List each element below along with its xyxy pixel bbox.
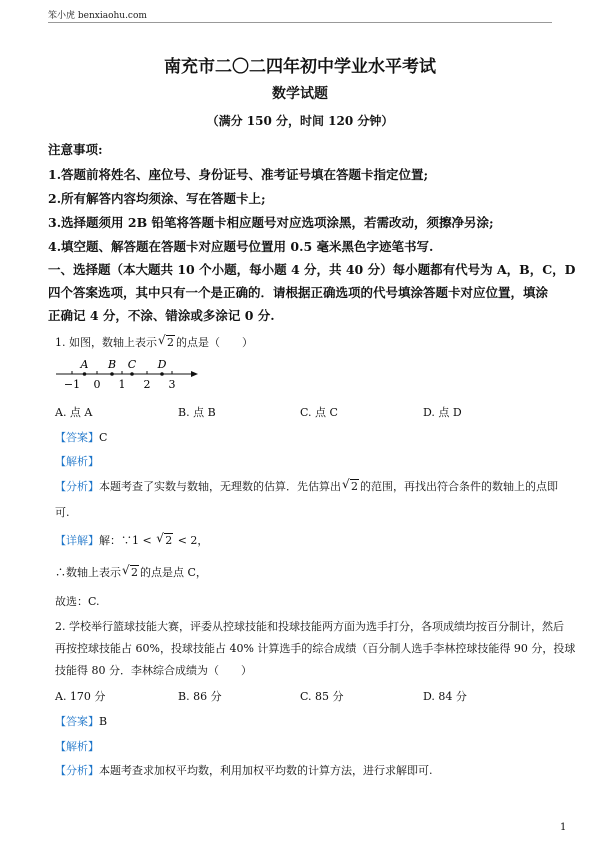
number-line-tick-label: 1 [118, 378, 126, 391]
header-divider [48, 22, 552, 23]
notice-item-2: 2.所有解答内容均须涂、写在答题卡上; [48, 191, 266, 206]
q1-analysis-tag: 【解析】 [55, 455, 99, 468]
q1-detail: 【详解】解：∵1 < √ 2 < 2， [55, 531, 209, 547]
q2-analysis-tag: 【解析】 [55, 740, 99, 753]
q2-fenxi: 【分析】本题考查求加权平均数，利用加权平均数的计算方法，进行求解即可. [55, 764, 433, 777]
number-line-point-label: C [127, 358, 137, 371]
section1-line3: 正确记 4 分，不涂、错涂或多涂记 0 分. [48, 308, 275, 323]
section1-line2: 四个答案选项，其中只有一个是正确的．请根据正确选项的代号填涂答题卡对应位置，填涂 [48, 285, 549, 300]
q2-option-d: D. 84 分 [423, 690, 467, 703]
notice-item-4: 4.填空题、解答题在答题卡对应题号位置用 0.5 毫米黑色字迹笔书写. [48, 239, 434, 254]
q2-line3: 技能得 80 分．李林综合成绩为（ ） [55, 664, 252, 677]
number-line-point [130, 372, 134, 376]
q2-line2: 再按控球技能占 60%，投球技能占 40% 计算选手的综合成绩（百分制人选手李林控球技能得 90 分，投球 [55, 642, 576, 655]
q1-answer: 【答案】C [55, 431, 108, 444]
notice-heading: 注意事项: [48, 142, 103, 157]
number-line-point [110, 372, 114, 376]
q2-option-c: C. 85 分 [300, 690, 344, 703]
q1-stem: 1. 如图，数轴上表示 √ 2 的点是（ ） [55, 333, 253, 349]
number-line-figure [48, 352, 208, 394]
number-line-tick-label: 0 [93, 378, 101, 391]
q1-option-a: A. 点 A [55, 406, 93, 419]
q1-option-d: D. 点 D [423, 406, 462, 419]
number-line-arrow [191, 371, 198, 377]
q1-therefore: ∴数轴上表示 √ 2 的点是点 C， [55, 563, 207, 579]
number-line-point [160, 372, 164, 376]
number-line-point [83, 372, 87, 376]
q1-fenxi-cont: 可. [55, 506, 70, 519]
number-line-tick-label: −1 [63, 378, 81, 391]
site-header: 笨小虎 benxiaohu.com [48, 11, 147, 21]
q2-option-b: B. 86 分 [178, 690, 222, 703]
section1-line1: 一、选择题（本大题共 10 个小题，每小题 4 分，共 40 分）每小题都有代号为 A，B，C，D [48, 262, 576, 277]
q2-answer: 【答案】B [55, 715, 108, 728]
number-line-point-label: D [157, 358, 167, 371]
q1-fenxi: 【分析】本题考查了实数与数轴，无理数的估算．先估算出 √ 2 的范围，再找出符合条件的数轴上的点即 [55, 477, 558, 493]
number-line-point-label: B [107, 358, 117, 371]
number-line-point-label: A [80, 358, 89, 371]
notice-item-3: 3.选择题须用 2B 铅笔将答题卡相应题号对应选项涂黑，若需改动，须擦净另涂; [48, 215, 494, 230]
number-line-tick-label: 3 [168, 378, 176, 391]
q1-option-c: C. 点 C [300, 406, 338, 419]
q2-line1: 2. 学校举行篮球技能大赛，评委从控球技能和投球技能两方面为选手打分，各项成绩均按百分制计，然后 [55, 620, 564, 633]
exam-subject: 数学试题 [272, 86, 328, 102]
exam-title: 南充市二〇二四年初中学业水平考试 [164, 57, 436, 77]
sqrt-expression: √ 2 [158, 333, 174, 349]
exam-scoring: （满分 150 分，时间 120 分钟） [206, 114, 394, 128]
q2-option-a: A. 170 分 [55, 690, 106, 703]
q1-choose: 故选：C. [55, 595, 100, 608]
q1-option-b: B. 点 B [178, 406, 216, 419]
page-number: 1 [560, 822, 567, 833]
notice-item-1: 1.答题前将姓名、座位号、身份证号、准考证号填在答题卡指定位置; [48, 167, 429, 182]
number-line-tick-label: 2 [143, 378, 151, 391]
